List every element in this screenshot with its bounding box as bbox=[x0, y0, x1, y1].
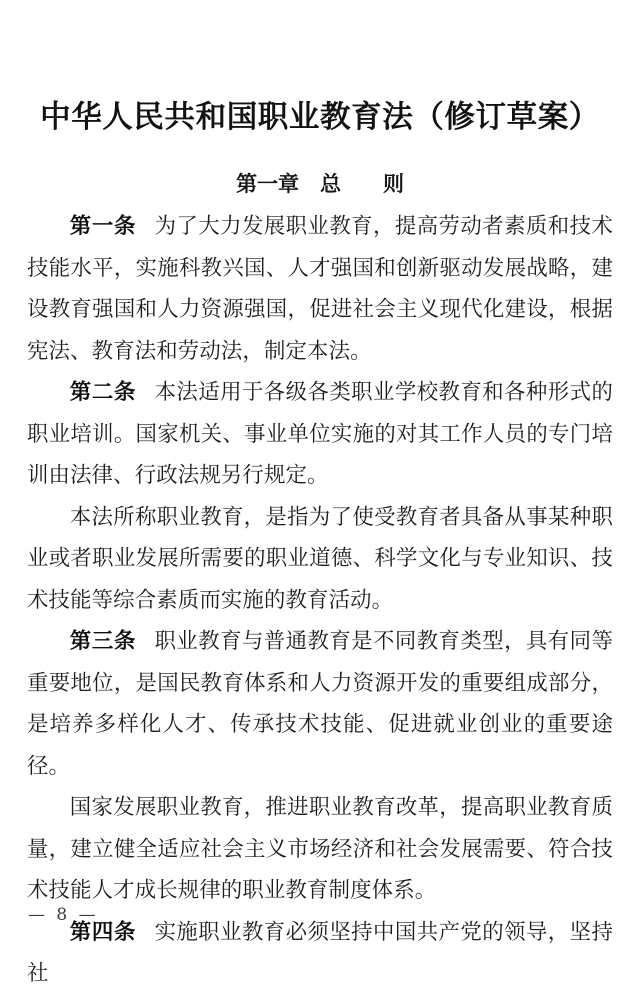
page-title: 中华人民共和国职业教育法（修订草案） bbox=[40, 100, 600, 136]
article-text: 职业教育与普通教育是不同教育类型，具有同等重要地位，是国民教育体系和人力资源开发的重要组成部分，是培养多样化人才、传承技术技能、促进就业创业的重要途径。 bbox=[27, 629, 614, 779]
article-paragraph bbox=[27, 912, 613, 995]
article-paragraph bbox=[27, 621, 613, 787]
article-paragraph bbox=[27, 206, 613, 372]
document-body bbox=[27, 206, 613, 995]
article-text: 国家发展职业教育，推进职业教育改革，提高职业教育质量，建立健全适应社会主义市场经济和社会发展需要、符合技术技能人才成长规律的职业教育制度体系。 bbox=[27, 795, 613, 903]
article-number: 第二条 bbox=[69, 380, 137, 405]
article-text: 实施职业教育必须坚持中国共产党的领导，坚持社 bbox=[27, 919, 614, 986]
article-paragraph bbox=[27, 497, 613, 622]
article-number: 第三条 bbox=[69, 629, 137, 654]
article-text: 为了大力发展职业教育，提高劳动者素质和技术技能水平，实施科教兴国、人才强国和创新驱动发展战略，建设教育强国和人力资源强国，促进社会主义现代化建设，根据宪法、教育法和劳动法，制定本法。 bbox=[27, 214, 614, 364]
chapter-heading: 第一章 总 则 bbox=[236, 171, 404, 197]
article-number: 第四条 bbox=[69, 919, 137, 945]
article-text: 本法所称职业教育，是指为了使受教育者具备从事某种职业或者职业发展所需要的职业道德、科学文化与专业知识、技术技能等综合素质而实施的教育活动。 bbox=[27, 504, 613, 613]
article-text: 本法适用于各级各类职业学校教育和各种形式的职业培训。国家机关、事业单位实施的对其工作人员的专门培训由法律、行政法规另行规定。 bbox=[27, 380, 614, 488]
article-number: 第一条 bbox=[69, 214, 137, 239]
page-number-footer: — 8 — bbox=[28, 905, 99, 925]
article-paragraph bbox=[27, 372, 613, 497]
article-paragraph bbox=[27, 787, 613, 912]
